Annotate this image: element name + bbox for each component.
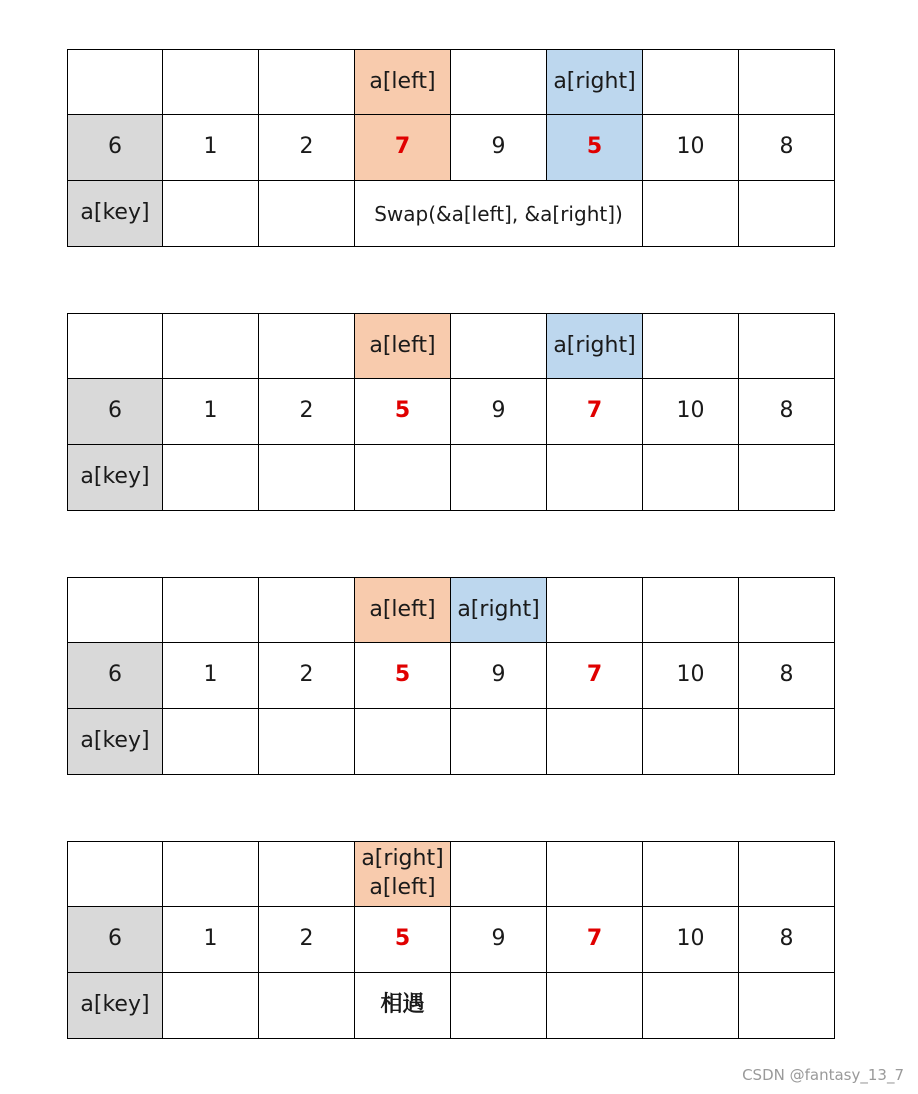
swap-annotation: Swap(&a[left], &a[right]) — [355, 181, 643, 247]
pointer-cell — [259, 49, 355, 115]
bottom-cell — [163, 709, 259, 775]
pointer-cell — [739, 49, 835, 115]
pointer-cell — [67, 841, 163, 907]
bottom-cell — [739, 709, 835, 775]
value-cell: 10 — [643, 643, 739, 709]
value-cell: 2 — [259, 907, 355, 973]
key-label: a[key] — [67, 709, 163, 775]
bottom-cell — [547, 973, 643, 1039]
left-pointer-label: a[left] — [355, 577, 451, 643]
bottom-cell — [739, 973, 835, 1039]
array-diagram-2 — [67, 313, 835, 511]
pointer-cell — [643, 577, 739, 643]
pointer-cell — [451, 841, 547, 907]
pointer-cell — [163, 49, 259, 115]
value-cell: 2 — [259, 643, 355, 709]
key-value-cell: 6 — [67, 643, 163, 709]
left-pointer-label: a[left] — [355, 49, 451, 115]
pointer-cell — [643, 49, 739, 115]
swapped-value-cell: 5 — [355, 907, 451, 973]
swapped-value-cell: 7 — [547, 379, 643, 445]
pointer-cell — [67, 313, 163, 379]
left-pointer-label: a[left] — [355, 313, 451, 379]
bottom-cell — [355, 445, 451, 511]
bottom-cell — [355, 709, 451, 775]
pointer-cell — [547, 841, 643, 907]
pointer-cell — [547, 577, 643, 643]
bottom-cell — [259, 181, 355, 247]
key-value-cell: 6 — [67, 907, 163, 973]
value-cell: 10 — [643, 907, 739, 973]
value-cell: 8 — [739, 907, 835, 973]
right-pointer-label: a[right] — [547, 49, 643, 115]
swapped-value-cell: 5 — [355, 379, 451, 445]
value-cell: 10 — [643, 115, 739, 181]
bottom-cell — [547, 709, 643, 775]
value-cell: 2 — [259, 115, 355, 181]
pointer-cell — [259, 577, 355, 643]
bottom-cell — [643, 709, 739, 775]
key-value-cell: 6 — [67, 379, 163, 445]
pointer-cell — [451, 49, 547, 115]
bottom-cell — [643, 445, 739, 511]
right-value-cell: 5 — [547, 115, 643, 181]
bottom-cell — [739, 445, 835, 511]
bottom-cell — [451, 709, 547, 775]
pointer-cell — [259, 313, 355, 379]
bottom-cell — [163, 181, 259, 247]
bottom-cell — [643, 973, 739, 1039]
pointer-cell — [259, 841, 355, 907]
meet-annotation: 相遇 — [355, 973, 451, 1039]
bottom-cell — [643, 181, 739, 247]
key-value-cell: 6 — [67, 115, 163, 181]
pointer-cell — [739, 577, 835, 643]
bottom-cell — [451, 973, 547, 1039]
array-diagram-3 — [67, 577, 835, 775]
pointer-cell — [643, 313, 739, 379]
pointer-cell — [451, 313, 547, 379]
pointer-cell — [163, 577, 259, 643]
value-cell: 1 — [163, 379, 259, 445]
bottom-cell — [451, 445, 547, 511]
value-cell: 9 — [451, 907, 547, 973]
pointer-cell — [739, 313, 835, 379]
swapped-value-cell: 5 — [355, 643, 451, 709]
watermark: CSDN @fantasy_13_7 — [742, 1066, 904, 1084]
bottom-cell — [547, 445, 643, 511]
bottom-cell — [259, 709, 355, 775]
right-pointer-label: a[right] — [547, 313, 643, 379]
value-cell: 8 — [739, 115, 835, 181]
key-label: a[key] — [67, 973, 163, 1039]
pointer-cell — [67, 577, 163, 643]
pointer-cell — [739, 841, 835, 907]
pointer-cell — [163, 841, 259, 907]
right-pointer-label: a[right] — [451, 577, 547, 643]
value-cell: 1 — [163, 643, 259, 709]
value-cell: 9 — [451, 115, 547, 181]
value-cell: 9 — [451, 379, 547, 445]
pointer-cell — [67, 49, 163, 115]
key-label: a[key] — [67, 445, 163, 511]
bottom-cell — [259, 973, 355, 1039]
value-cell: 2 — [259, 379, 355, 445]
value-cell: 10 — [643, 379, 739, 445]
value-cell: 1 — [163, 907, 259, 973]
value-cell: 1 — [163, 115, 259, 181]
value-cell: 8 — [739, 379, 835, 445]
meeting-pointer-label: a[right] a[left] — [355, 841, 451, 907]
swapped-value-cell: 7 — [547, 907, 643, 973]
pointer-cell — [643, 841, 739, 907]
key-label: a[key] — [67, 181, 163, 247]
value-cell: 8 — [739, 643, 835, 709]
bottom-cell — [163, 973, 259, 1039]
bottom-cell — [739, 181, 835, 247]
array-diagram-1 — [67, 49, 835, 247]
swapped-value-cell: 7 — [547, 643, 643, 709]
value-cell: 9 — [451, 643, 547, 709]
bottom-cell — [259, 445, 355, 511]
array-diagram-4 — [67, 841, 835, 1039]
left-value-cell: 7 — [355, 115, 451, 181]
bottom-cell — [163, 445, 259, 511]
pointer-cell — [163, 313, 259, 379]
